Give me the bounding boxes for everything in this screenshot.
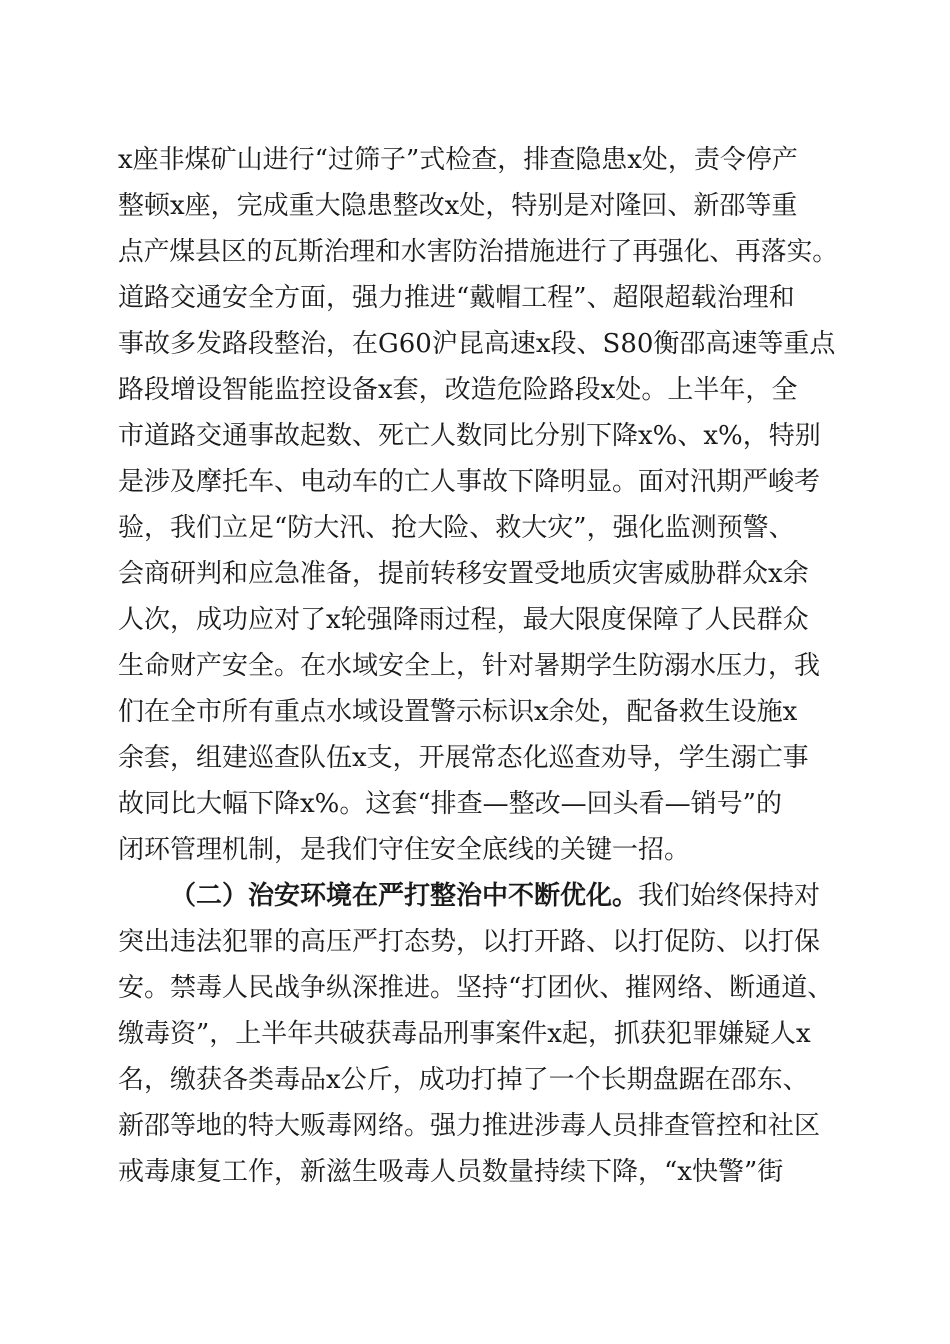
body-line: 点产煤县区的瓦斯治理和水害防治措施进行了再强化、再落实。 [118,237,839,267]
section-first-line-text: 我们始终保持对 [638,881,821,911]
body-line: 闭环管理机制，是我们守住安全底线的关键一招。 [118,835,691,865]
body-line: 会商研判和应急准备，提前转移安置受地质灾害威胁群众x余 [118,559,809,589]
body-line: 戒毒康复工作，新滋生吸毒人员数量持续下降，“x快警”街 [118,1157,784,1187]
body-line: 整顿x座，完成重大隐患整改x处，特别是对隆回、新邵等重 [118,191,798,221]
section-heading: （二）治安环境在严打整治中不断优化。 [170,881,639,911]
body-line: 缴毒资”，上半年共破获毒品刑事案件x起，抓获犯罪嫌疑人x [118,1019,811,1049]
body-line: 路段增设智能监控设备x套，改造危险路段x处。上半年，全 [118,375,798,405]
body-line: x座非煤矿山进行“过筛子”式检查，排查隐患x处，责令停产 [118,145,798,175]
body-line: 人次，成功应对了x轮强降雨过程，最大限度保障了人民群众 [118,605,809,635]
body-line: 道路交通安全方面，强力推进“戴帽工程”、超限超载治理和 [118,283,795,313]
body-line: 生命财产安全。在水域安全上，针对暑期学生防溺水压力，我 [118,651,821,681]
body-line: 突出违法犯罪的高压严打态势，以打开路、以打促防、以打保 [118,927,821,957]
body-line: 是涉及摩托车、电动车的亡人事故下降明显。面对汛期严峻考 [118,467,821,497]
body-line: 市道路交通事故起数、死亡人数同比分别下降x%、x%，特别 [118,421,821,451]
body-line: 事故多发路段整治，在G60沪昆高速x段、S80衡邵高速等重点 [118,329,836,359]
body-line: 验，我们立足“防大汛、抢大险、救大灾”，强化监测预警、 [118,513,795,543]
body-line: 新邵等地的特大贩毒网络。强力推进涉毒人员排查管控和社区 [118,1111,821,1141]
section-first-line [170,876,838,916]
body-line: 们在全市所有重点水域设置警示标识x余处，配备救生设施x [118,697,798,727]
body-line: 故同比大幅下降x%。这套“排查—整改—回头看—销号”的 [118,789,782,819]
body-line: 名，缴获各类毒品x公斤，成功打掉了一个长期盘踞在邵东、 [118,1065,809,1095]
body-line: 余套，组建巡查队伍x支，开展常态化巡查劝导，学生溺亡事 [118,743,809,773]
body-line: 安。禁毒人民战争纵深推进。坚持“打团伙、摧网络、断通道、 [118,973,834,1003]
